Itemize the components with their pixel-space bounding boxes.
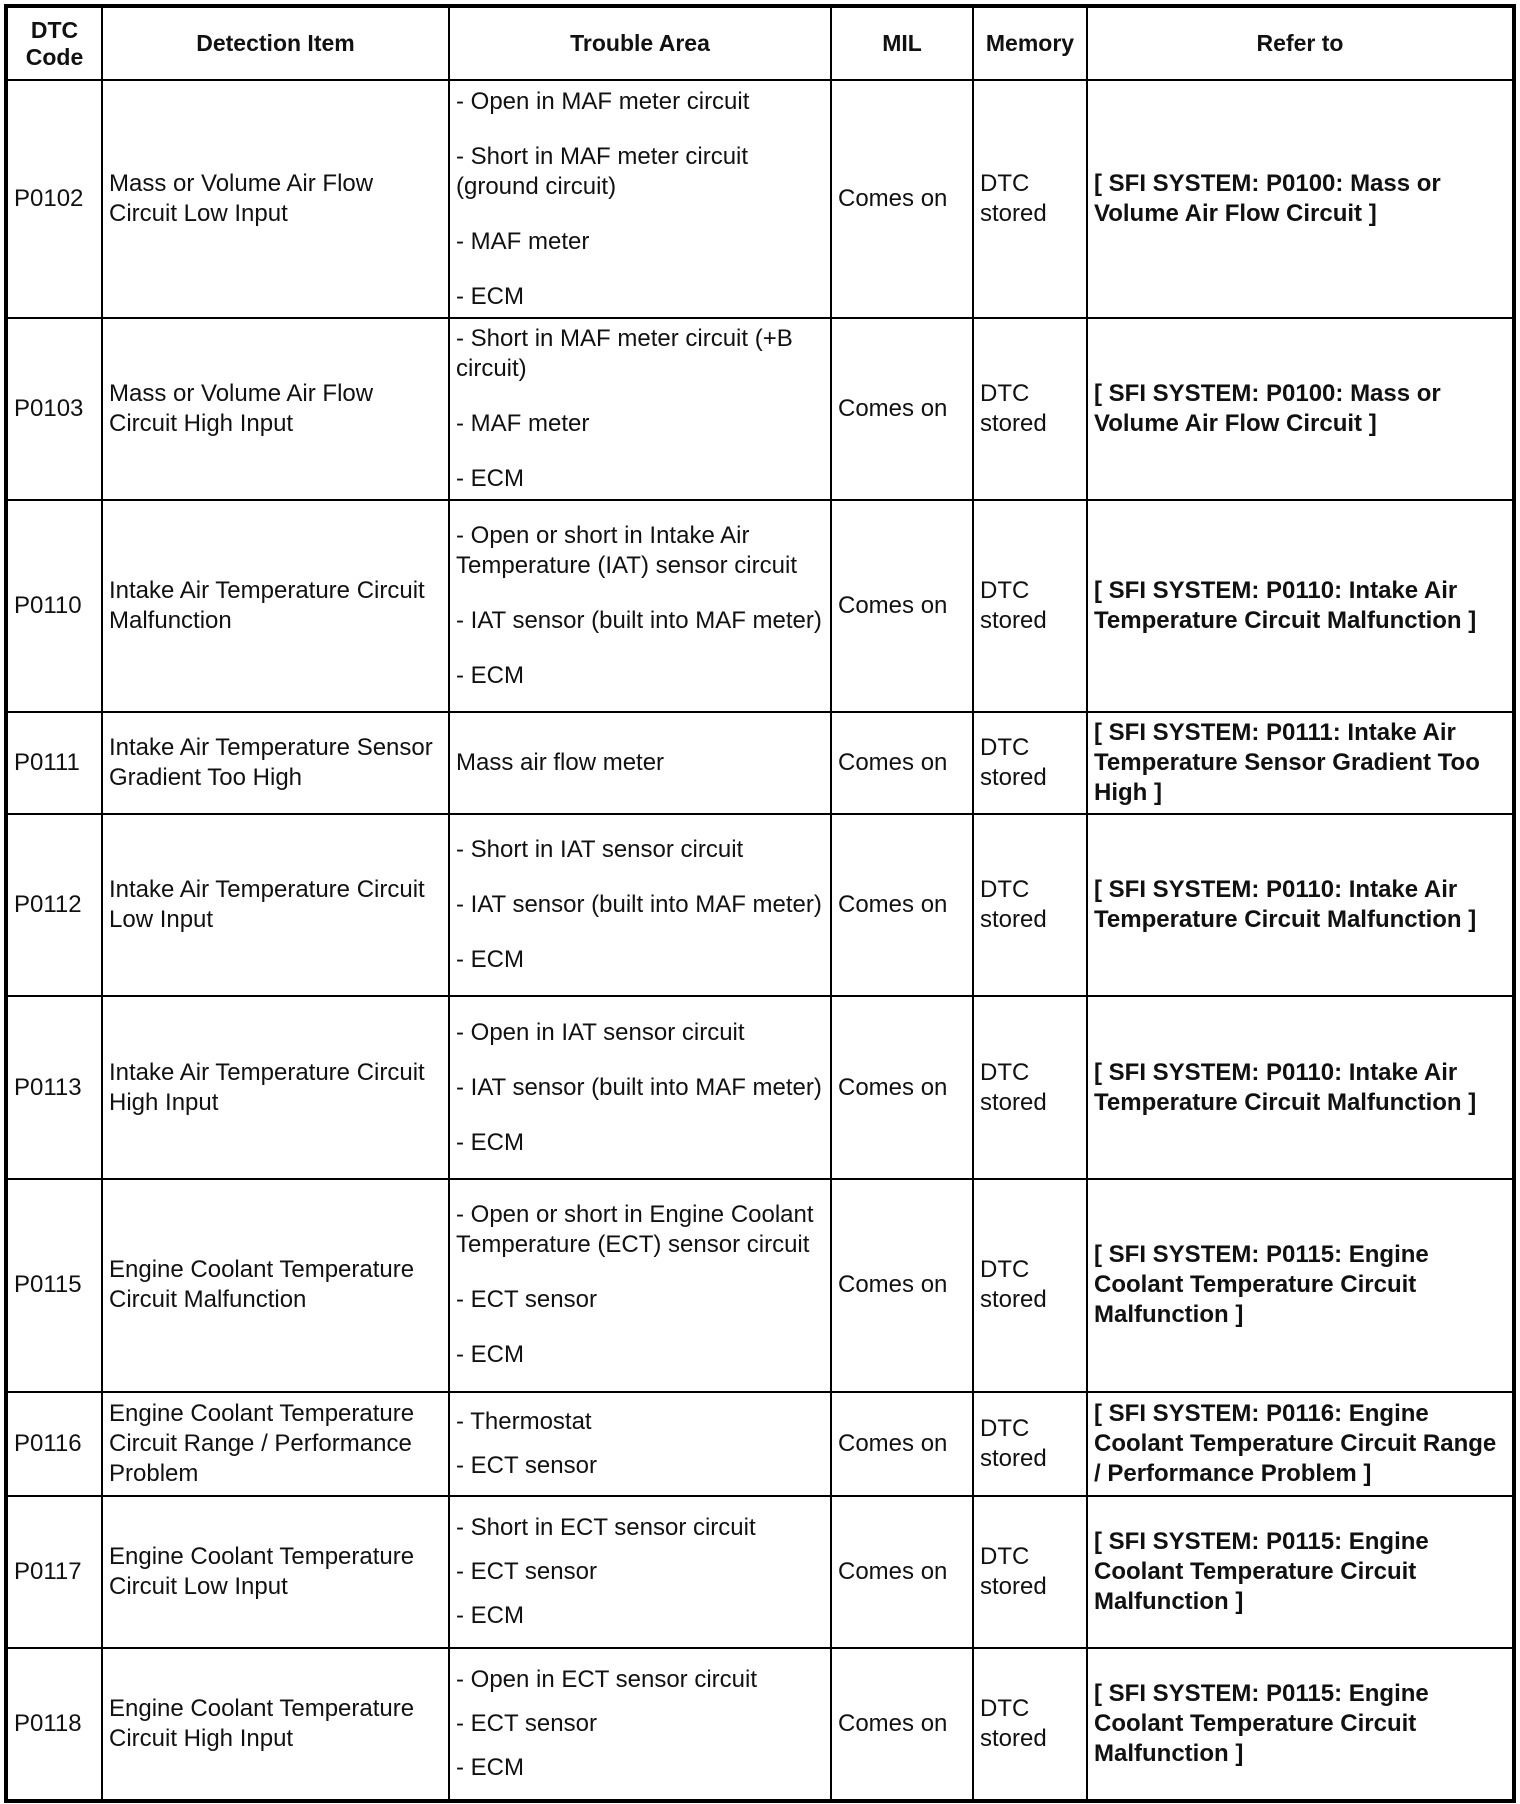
trouble-area [449, 712, 831, 814]
trouble-area-line: - Open in MAF meter circuit [456, 87, 750, 115]
trouble-area-line: - Short in MAF meter circuit (ground circuit) [456, 142, 749, 200]
trouble-area-line: - MAF meter [456, 227, 590, 255]
trouble-area-line: - Open or short in Engine Coolant Temperature (ECT) sensor circuit [456, 1201, 814, 1259]
trouble-area-line: - IAT sensor (built into MAF meter) [456, 1073, 822, 1101]
trouble-area-line: - ECM [456, 1341, 524, 1369]
detection-item: Mass or Volume Air Flow Circuit Low Input [102, 80, 449, 318]
dtc-code: P0117 [7, 1496, 102, 1648]
memory-status: DTC stored [973, 318, 1087, 500]
mil-status: Comes on [831, 1496, 973, 1648]
detection-item: Engine Coolant Temperature Circuit High Input [102, 1648, 449, 1800]
dtc-code: P0118 [7, 1648, 102, 1800]
table-row [7, 1648, 1513, 1800]
trouble-area-line: - Open or short in Intake Air Temperature (IAT) sensor circuit [456, 522, 797, 580]
memory-status: DTC stored [973, 814, 1087, 996]
refer-to-link[interactable]: [ SFI SYSTEM: P0115: Engine Coolant Temperature Circuit Malfunction ] [1087, 1179, 1513, 1392]
detection-item: Intake Air Temperature Circuit Low Input [102, 814, 449, 996]
trouble-area [449, 996, 831, 1178]
detection-item: Intake Air Temperature Sensor Gradient Too High [102, 712, 449, 814]
refer-to-link[interactable]: [ SFI SYSTEM: P0116: Engine Coolant Temperature Circuit Range / Performance Problem ] [1087, 1392, 1513, 1496]
table-row [7, 712, 1513, 814]
trouble-area-line: - ECM [456, 1601, 524, 1629]
mil-status: Comes on [831, 712, 973, 814]
dtc-code: P0110 [7, 500, 102, 712]
detection-item: Engine Coolant Temperature Circuit Low Input [102, 1496, 449, 1648]
memory-status: DTC stored [973, 1179, 1087, 1392]
mil-status: Comes on [831, 814, 973, 996]
trouble-area [449, 318, 831, 500]
table-row [7, 500, 1513, 712]
table-row [7, 1496, 1513, 1648]
refer-to-link[interactable]: [ SFI SYSTEM: P0110: Intake Air Temperature Circuit Malfunction ] [1087, 500, 1513, 712]
trouble-area-line: - ECM [456, 465, 524, 493]
mil-status: Comes on [831, 318, 973, 500]
memory-status: DTC stored [973, 996, 1087, 1178]
trouble-area [449, 814, 831, 996]
trouble-area [449, 1392, 831, 1496]
trouble-area-line: - ECM [456, 662, 524, 690]
header-row [7, 7, 1513, 80]
trouble-area-line: - ECT sensor [456, 1709, 597, 1737]
trouble-area-line: - Thermostat [456, 1407, 592, 1435]
memory-status: DTC stored [973, 712, 1087, 814]
dtc-code: P0112 [7, 814, 102, 996]
memory-status: DTC stored [973, 80, 1087, 318]
dtc-table [6, 6, 1514, 1801]
detection-item: Intake Air Temperature Circuit High Input [102, 996, 449, 1178]
trouble-area-line: - ECM [456, 1753, 524, 1781]
trouble-area-line: - Short in IAT sensor circuit [456, 836, 744, 864]
dtc-code: P0113 [7, 996, 102, 1178]
memory-status: DTC stored [973, 500, 1087, 712]
detection-item: Engine Coolant Temperature Circuit Malfunction [102, 1179, 449, 1392]
trouble-area-line: - ECM [456, 1128, 524, 1156]
trouble-area-line: - Short in MAF meter circuit (+B circuit) [456, 325, 793, 383]
dtc-code: P0103 [7, 318, 102, 500]
refer-to-link[interactable]: [ SFI SYSTEM: P0100: Mass or Volume Air Flow Circuit ] [1087, 80, 1513, 318]
refer-to-link[interactable]: [ SFI SYSTEM: P0111: Intake Air Temperature Sensor Gradient Too High ] [1087, 712, 1513, 814]
trouble-area-line: - ECT sensor [456, 1286, 597, 1314]
memory-status: DTC stored [973, 1648, 1087, 1800]
trouble-area-line: - Open in ECT sensor circuit [456, 1665, 757, 1693]
table-row [7, 1179, 1513, 1392]
refer-to-link[interactable]: [ SFI SYSTEM: P0100: Mass or Volume Air Flow Circuit ] [1087, 318, 1513, 500]
trouble-area-line: - IAT sensor (built into MAF meter) [456, 891, 822, 919]
dtc-code: P0116 [7, 1392, 102, 1496]
trouble-area-line: - ECT sensor [456, 1451, 597, 1479]
trouble-area [449, 1179, 831, 1392]
table-row [7, 996, 1513, 1178]
header-memory: Memory [973, 7, 1087, 80]
trouble-area-line: Mass air flow meter [456, 749, 665, 777]
table-row [7, 318, 1513, 500]
dtc-code: P0115 [7, 1179, 102, 1392]
mil-status: Comes on [831, 1392, 973, 1496]
mil-status: Comes on [831, 80, 973, 318]
trouble-area-line: - ECM [456, 946, 524, 974]
trouble-area-line: - MAF meter [456, 410, 590, 438]
detection-item: Mass or Volume Air Flow Circuit High Input [102, 318, 449, 500]
dtc-code: P0102 [7, 80, 102, 318]
refer-to-link[interactable]: [ SFI SYSTEM: P0110: Intake Air Temperature Circuit Malfunction ] [1087, 996, 1513, 1178]
mil-status: Comes on [831, 1648, 973, 1800]
detection-item: Engine Coolant Temperature Circuit Range / Performance Problem [102, 1392, 449, 1496]
header-detection-item: Detection Item [102, 7, 449, 80]
trouble-area-line: - Open in IAT sensor circuit [456, 1018, 745, 1046]
trouble-area [449, 80, 831, 318]
trouble-area [449, 500, 831, 712]
table-row [7, 80, 1513, 318]
mil-status: Comes on [831, 996, 973, 1178]
trouble-area-line: - ECT sensor [456, 1557, 597, 1585]
memory-status: DTC stored [973, 1392, 1087, 1496]
table-row [7, 1392, 1513, 1496]
memory-status: DTC stored [973, 1496, 1087, 1648]
trouble-area-line: - ECM [456, 282, 524, 310]
refer-to-link[interactable]: [ SFI SYSTEM: P0115: Engine Coolant Temperature Circuit Malfunction ] [1087, 1648, 1513, 1800]
header-dtc-code: DTC Code [7, 7, 102, 80]
mil-status: Comes on [831, 500, 973, 712]
header-trouble-area: Trouble Area [449, 7, 831, 80]
refer-to-link[interactable]: [ SFI SYSTEM: P0115: Engine Coolant Temperature Circuit Malfunction ] [1087, 1496, 1513, 1648]
trouble-area-line: - Short in ECT sensor circuit [456, 1513, 756, 1541]
trouble-area [449, 1648, 831, 1800]
table-row [7, 814, 1513, 996]
detection-item: Intake Air Temperature Circuit Malfunction [102, 500, 449, 712]
trouble-area [449, 1496, 831, 1648]
mil-status: Comes on [831, 1179, 973, 1392]
dtc-code: P0111 [7, 712, 102, 814]
header-refer-to: Refer to [1087, 7, 1513, 80]
trouble-area-line: - IAT sensor (built into MAF meter) [456, 607, 822, 635]
refer-to-link[interactable]: [ SFI SYSTEM: P0110: Intake Air Temperature Circuit Malfunction ] [1087, 814, 1513, 996]
header-mil: MIL [831, 7, 973, 80]
